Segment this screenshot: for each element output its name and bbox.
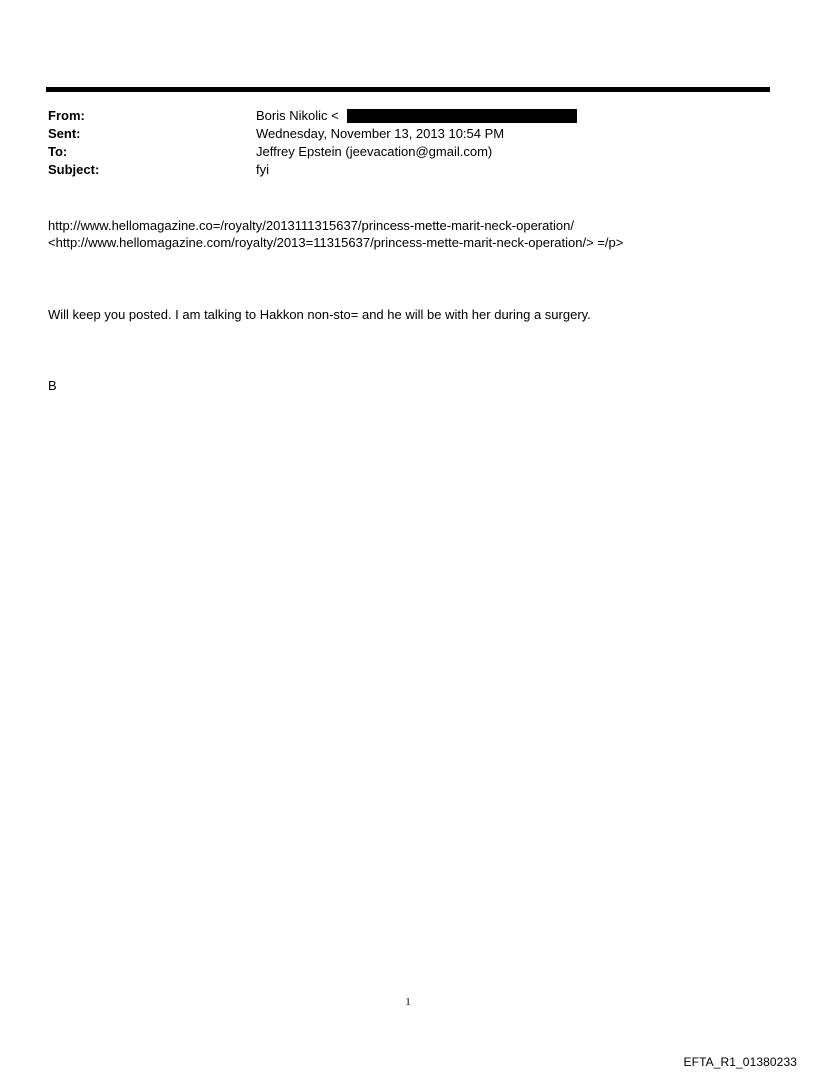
subject-row <box>48 161 768 179</box>
from-row <box>48 107 768 125</box>
from-label: From: <box>48 108 85 123</box>
redaction-block <box>347 109 577 123</box>
url-block <box>48 217 623 251</box>
email-header <box>48 107 768 179</box>
subject-label: Subject: <box>48 162 100 177</box>
sent-value: Wednesday, November 13, 2013 10:54 PM <box>256 126 505 141</box>
subject-value: fyi <box>256 162 269 177</box>
from-value <box>256 107 768 125</box>
to-label: To: <box>48 144 68 159</box>
to-row <box>48 143 768 161</box>
url-line-2: <http://www.hellomagazine.com/royalty/2013=11315637/princess-mette-marit-neck-operation/> =/p> <box>48 235 624 250</box>
from-sender: Boris Nikolic < <box>256 108 339 123</box>
page-number: 1 <box>405 996 411 1008</box>
sent-label: Sent: <box>48 126 81 141</box>
document-id: EFTA_R1_01380233 <box>683 1055 797 1069</box>
message-text: Will keep you posted. I am talking to Hakkon non-sto= and he will be with her during a surgery. <box>48 307 591 322</box>
header-divider <box>46 87 770 92</box>
to-value: Jeffrey Epstein (jeevacation@gmail.com) <box>256 144 493 159</box>
sent-row <box>48 125 768 143</box>
signoff-text: B <box>48 378 57 393</box>
url-line-1: http://www.hellomagazine.co=/royalty/2013111315637/princess-mette-marit-neck-operation/ <box>48 218 574 233</box>
